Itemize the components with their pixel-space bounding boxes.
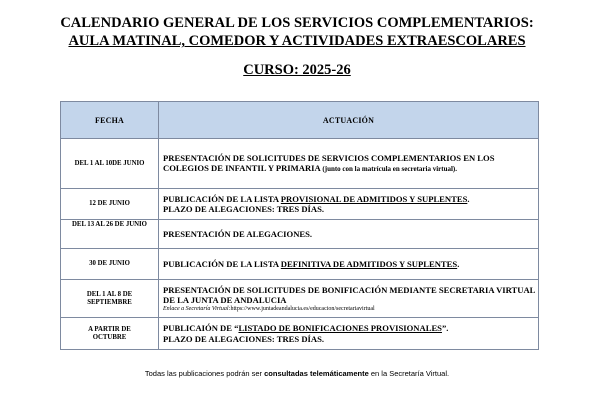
action-line2: PLAZO DE ALEGACIONES: TRES DÍAS. (163, 204, 325, 214)
footer-text-c: en la Secretaría Virtual. (368, 369, 450, 378)
row-action (159, 280, 539, 318)
row-date (61, 318, 159, 350)
document-subtitle: AULA MATINAL, COMEDOR Y ACTIVIDADES EXTRAESCOLARES (68, 33, 526, 49)
course-label: CURSO: 2025-26 (243, 62, 351, 78)
link-label: Enlace a Secretaría Virtual: (163, 305, 231, 312)
secretaria-link[interactable] (163, 306, 536, 313)
row-date: 30 DE JUNIO (61, 249, 159, 280)
row-action: PRESENTACIÓN DE ALEGACIONES. (159, 220, 539, 249)
row-action (159, 189, 539, 220)
action-text: PRESENTACIÓN DE SOLICITUDES DE BONIFICACIÓN MEDIANTE SECRETARIA VIRTUAL DE LA JUNTA DE ANDALUCIA (163, 284, 535, 305)
table-row (61, 280, 539, 318)
action-text-end: ”. (441, 323, 449, 333)
row-date: 12 DE JUNIO (61, 189, 159, 220)
row-date-line2: OCTUBRE (92, 333, 127, 341)
link-url: https://www.juntadeandalucia.es/educacion/secretariavirtual (230, 305, 375, 312)
table-row (61, 318, 539, 350)
action-underlined: DEFINITIVA DE ADMITIDOS Y SUPLENTES (280, 258, 458, 269)
table-row (61, 139, 539, 189)
table-row (61, 220, 539, 249)
column-header-action: ACTUACIÓN (159, 102, 539, 139)
table-header-row (61, 102, 539, 139)
footer-text-a: Todas las publicaciones podrán ser (144, 369, 265, 378)
row-date: DEL 13 AL 26 DE JUNIO (61, 220, 159, 249)
action-text-end: . (457, 258, 460, 269)
row-action (159, 318, 539, 350)
footer-note (0, 369, 594, 378)
row-date-line1: A PARTIR DE (88, 325, 131, 333)
row-action (159, 139, 539, 189)
row-date-line2: SEPTIEMBRE (87, 298, 132, 306)
action-text: PRESENTACIÓN DE SOLICITUDES DE SERVICIOS COMPLEMENTARIOS EN LOS COLEGIOS DE INFANTIL Y PRIMARIA (163, 152, 495, 173)
action-text: PUBLICACIÓN DE LA LISTA (163, 193, 281, 204)
row-date (61, 280, 159, 318)
action-text-end: . (467, 193, 470, 204)
row-date: DEL 1 AL 10DE JUNIO (61, 139, 159, 189)
table-row (61, 189, 539, 220)
table-row (61, 249, 539, 280)
row-action (159, 249, 539, 280)
action-underlined: LISTADO DE BONIFICACIONES PROVISIONALES (238, 323, 442, 333)
action-text: PUBLICACIÓN DE LA LISTA (163, 258, 281, 269)
column-header-date: FECHA (61, 102, 159, 139)
action-underlined: PROVISIONAL DE ADMITIDOS Y SUPLENTES (280, 193, 468, 204)
action-note: (junto con la matrícula en secretaria virtual). (322, 165, 457, 173)
calendar-table (60, 101, 539, 350)
action-text: PUBLICAIÓN DE “ (163, 323, 239, 333)
action-line2: PLAZO DE ALEGACIONES: TRES DÍAS. (163, 333, 325, 344)
document-title: CALENDARIO GENERAL DE LOS SERVICIOS COMPLEMENTARIOS: (60, 15, 534, 31)
footer-text-bold: consultadas telemáticamente (264, 369, 369, 378)
row-date-line1: DEL 1 AL 8 DE (86, 290, 133, 298)
